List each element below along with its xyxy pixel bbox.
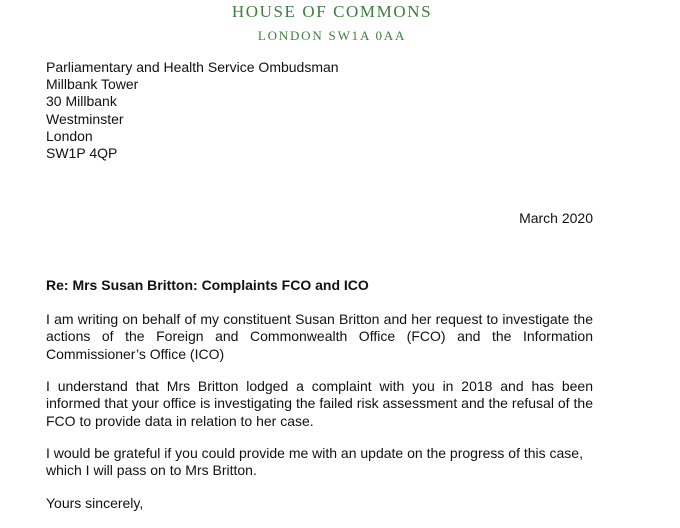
- letterhead-address: LONDON SW1A 0AA: [257, 28, 407, 43]
- recipient-address: [46, 59, 339, 162]
- recipient-line: Westminster: [46, 110, 124, 127]
- body-paragraph: I am writing on behalf of my constituent Susan Britton and her request to investigate the actions of the Foreign and Commonwealth Office (FCO) and the Information Commissioner’s Office (ICO): [46, 311, 593, 362]
- letter-date: March 2020: [519, 210, 593, 226]
- body-paragraph: I would be grateful if you could provide me with an update on the progress of this case, which I will pass on to Mrs Britton.: [46, 445, 583, 479]
- recipient-line: SW1P 4QP: [46, 145, 118, 162]
- recipient-line: Parliamentary and Health Service Ombudsman: [46, 59, 339, 75]
- body-paragraph: I understand that Mrs Britton lodged a complaint with you in 2018 and has been informed that your office is investigating the failed risk assessment and the refusal of the FCO to provide data in relation to her case.: [46, 378, 593, 429]
- recipient-line: London: [46, 127, 93, 144]
- letter-closing: Yours sincerely,: [46, 495, 144, 511]
- letter-subject: Re: Mrs Susan Britton: Complaints FCO and ICO: [46, 277, 369, 293]
- recipient-line: Millbank Tower: [46, 76, 139, 93]
- recipient-line: 30 Millbank: [46, 93, 117, 110]
- letterhead-title: HOUSE OF COMMONS: [231, 2, 433, 21]
